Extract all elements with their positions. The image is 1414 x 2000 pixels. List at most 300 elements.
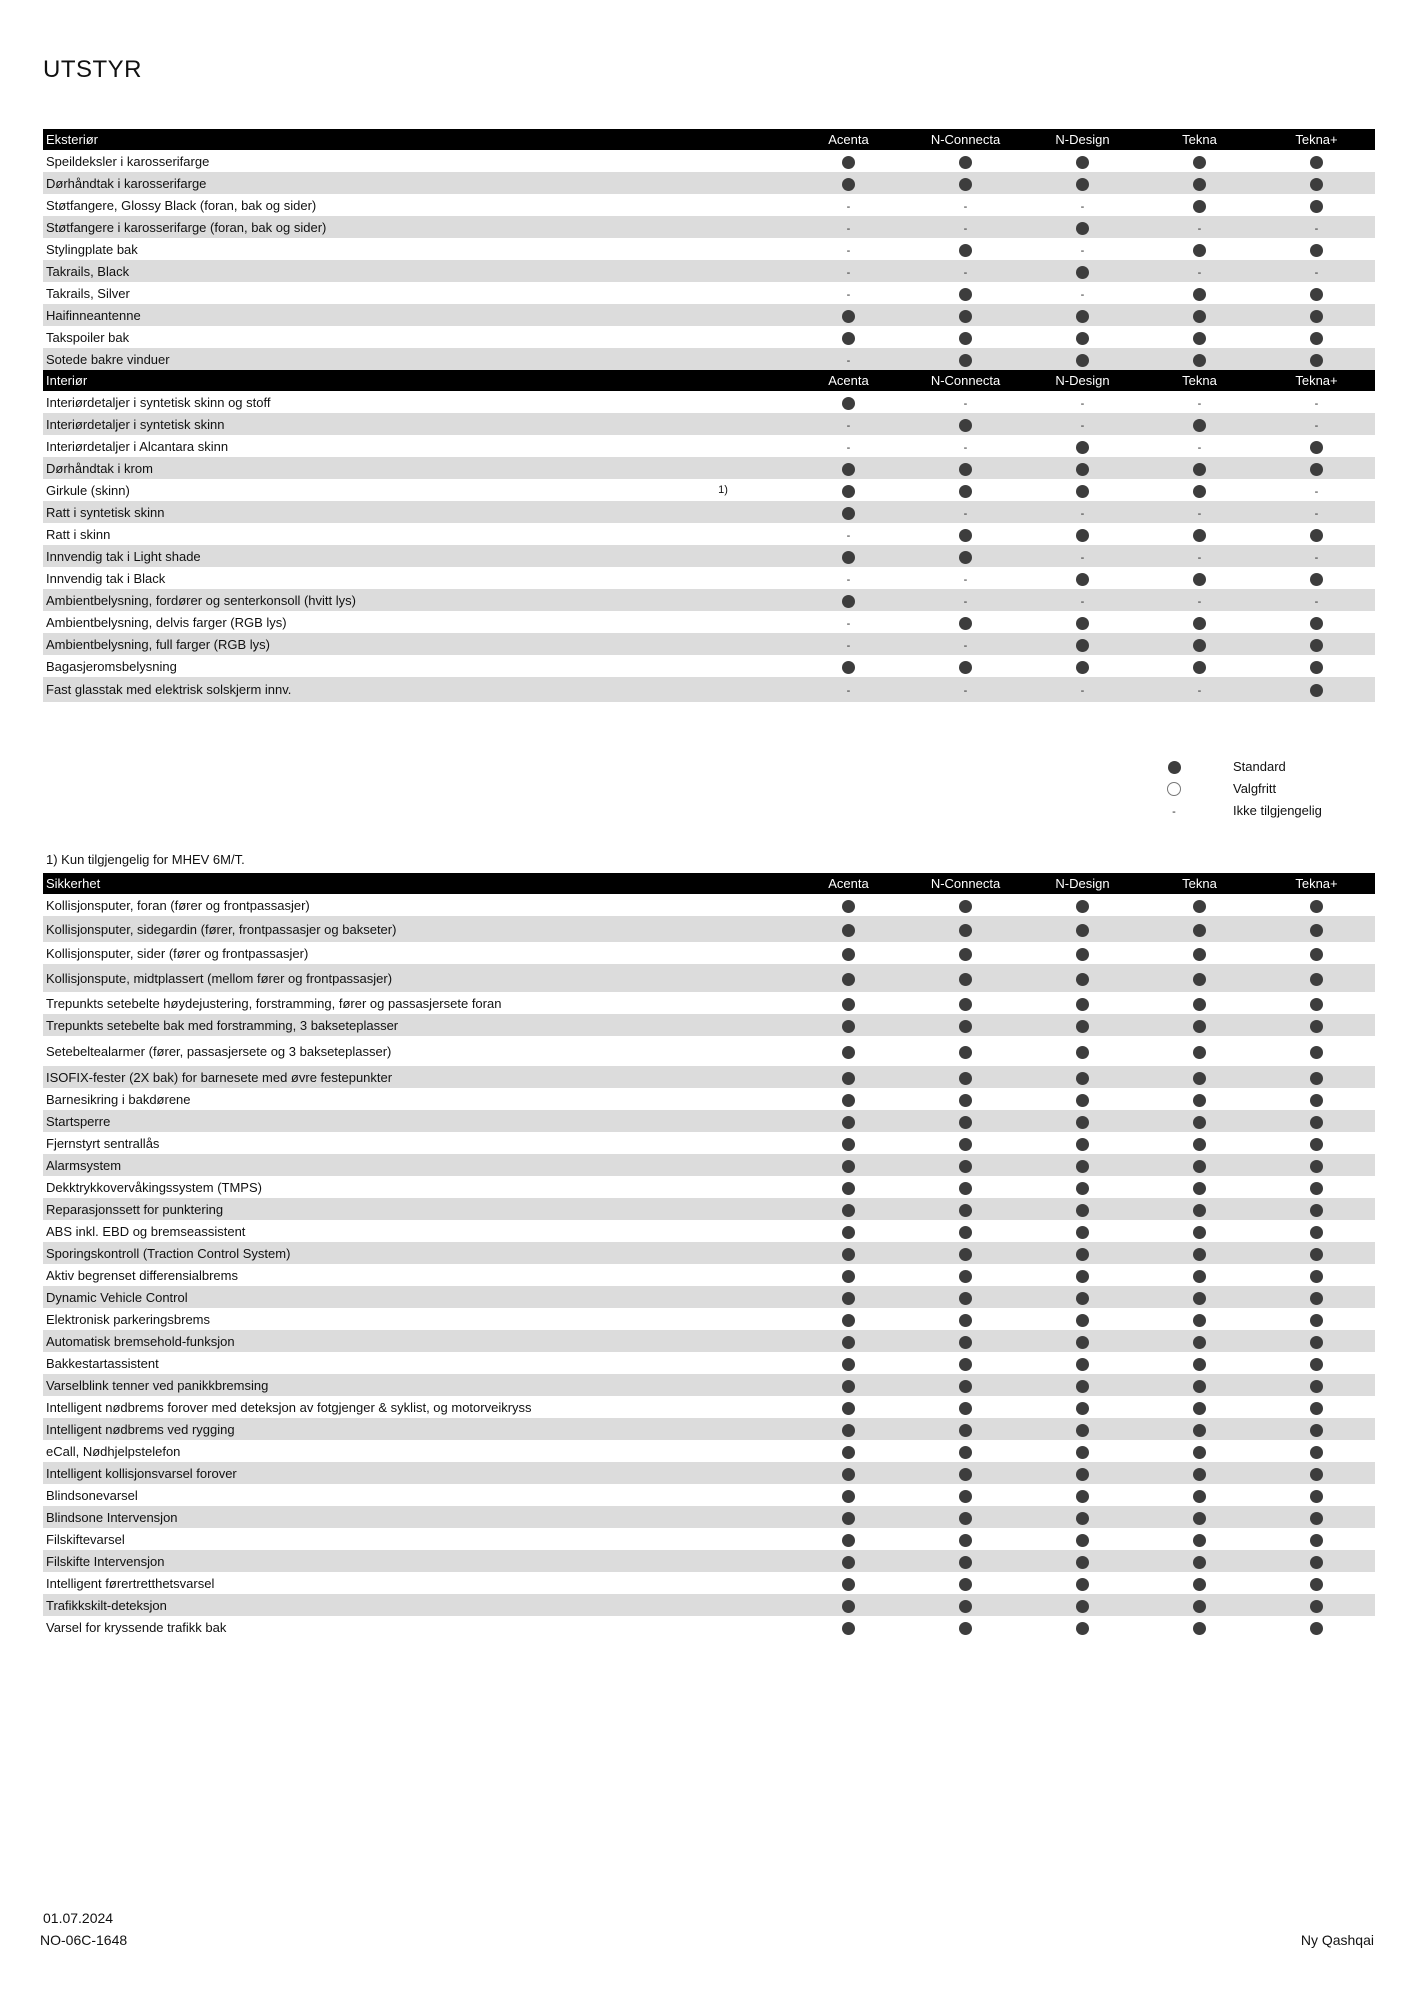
standard-dot-icon: [842, 1292, 855, 1305]
availability-cell: [1141, 589, 1258, 611]
availability-cell: [1258, 172, 1375, 194]
standard-dot-icon: [1076, 354, 1089, 367]
not-available-dash: -: [963, 507, 968, 520]
standard-dot-icon: [959, 1182, 972, 1195]
not-available-dash: -: [1080, 685, 1085, 697]
availability-cell: [907, 1330, 1024, 1352]
table-row: [43, 1036, 1375, 1066]
availability-cell: [1024, 1308, 1141, 1330]
standard-dot-icon: [1076, 1578, 1089, 1591]
table-row: [43, 1418, 1375, 1440]
not-available-dash: -: [846, 244, 851, 257]
feature-label: Dørhåndtak i krom: [43, 457, 656, 479]
availability-cell: [1258, 1066, 1375, 1088]
availability-cell: [1258, 1132, 1375, 1154]
optional-circle-icon: [1167, 782, 1181, 796]
table-row: [43, 567, 1375, 589]
standard-dot-icon: [959, 1138, 972, 1151]
standard-dot-icon: [1076, 1182, 1089, 1195]
availability-cell: [907, 1616, 1024, 1638]
standard-dot-icon: [1193, 1358, 1206, 1371]
availability-cell: [1141, 894, 1258, 916]
availability-cell: [790, 1528, 907, 1550]
standard-dot-icon: [842, 1160, 855, 1173]
feature-note: [656, 501, 790, 523]
standard-dot-icon: [1076, 1490, 1089, 1503]
availability-cell: [1024, 150, 1141, 172]
availability-cell: [790, 150, 907, 172]
note-column-header: [656, 370, 790, 391]
availability-cell: [790, 1308, 907, 1330]
section-heading: Eksteriør: [43, 129, 656, 150]
feature-note: [656, 1176, 790, 1198]
feature-label: Trepunkts setebelte høydejustering, forstramming, fører og passasjersete foran: [46, 995, 502, 1011]
feature-note: [656, 1154, 790, 1176]
availability-cell: [790, 916, 907, 942]
availability-cell: [1024, 1220, 1141, 1242]
availability-cell: [1258, 589, 1375, 611]
trim-column-header: Acenta: [790, 370, 907, 391]
standard-dot-icon: [959, 1020, 972, 1033]
standard-dot-icon: [1193, 178, 1206, 191]
standard-dot-icon: [842, 1556, 855, 1569]
availability-cell: [1258, 1264, 1375, 1286]
not-available-dash: -: [1080, 200, 1085, 213]
availability-cell: [1024, 1352, 1141, 1374]
standard-dot-icon: [959, 332, 972, 345]
availability-cell: [907, 1088, 1024, 1110]
availability-cell: [790, 1132, 907, 1154]
feature-label: Haifinneantenne: [43, 304, 656, 326]
not-available-dash: -: [1080, 288, 1085, 301]
availability-cell: [790, 567, 907, 589]
standard-dot-icon: [1076, 1556, 1089, 1569]
standard-dot-icon: [959, 1226, 972, 1239]
trim-column-header: Tekna+: [1258, 370, 1375, 391]
availability-cell: [1141, 1506, 1258, 1528]
standard-dot-icon: [1076, 1226, 1089, 1239]
table-row: [43, 633, 1375, 655]
availability-cell: [1141, 1484, 1258, 1506]
table-row: [43, 1506, 1375, 1528]
availability-cell: [1024, 655, 1141, 677]
standard-dot-icon: [1310, 1248, 1323, 1261]
feature-label: Barnesikring i bakdørene: [46, 1091, 191, 1107]
availability-cell: [790, 677, 907, 702]
standard-dot-icon: [1310, 1160, 1323, 1173]
availability-cell: [907, 523, 1024, 545]
availability-cell: [907, 1462, 1024, 1484]
standard-dot-icon: [842, 1336, 855, 1349]
availability-cell: [1258, 611, 1375, 633]
standard-dot-icon: [1076, 1020, 1089, 1033]
availability-cell: [1141, 1572, 1258, 1594]
availability-cell: [1141, 677, 1258, 702]
availability-cell: [1141, 391, 1258, 413]
availability-cell: [1258, 1572, 1375, 1594]
availability-cell: [790, 457, 907, 479]
standard-dot-icon: [1193, 948, 1206, 961]
standard-dot-icon: [1076, 156, 1089, 169]
standard-dot-icon: [842, 1402, 855, 1415]
feature-note: [656, 413, 790, 435]
feature-label: Takrails, Silver: [46, 285, 130, 301]
availability-cell: [790, 1462, 907, 1484]
feature-label: Fast glasstak med elektrisk solskjerm innv.: [43, 677, 656, 702]
availability-cell: [1258, 1418, 1375, 1440]
not-available-dash: -: [1314, 485, 1319, 498]
feature-label: Speildeksler i karosserifarge: [46, 153, 210, 169]
standard-dot-icon: [1310, 617, 1323, 630]
not-available-dash: -: [846, 573, 851, 586]
feature-note: [656, 545, 790, 567]
legend-item-optional: [1160, 777, 1380, 799]
standard-dot-icon: [1310, 332, 1323, 345]
not-available-dash: -: [1197, 397, 1202, 410]
table-row: [43, 1374, 1375, 1396]
availability-cell: [790, 655, 907, 677]
not-available-dash: -: [1197, 441, 1202, 454]
trim-column-header: N-Design: [1024, 873, 1141, 894]
availability-cell: [790, 523, 907, 545]
feature-label: Blindsonevarsel: [46, 1487, 138, 1503]
availability-cell: [1024, 894, 1141, 916]
standard-dot-icon: [842, 156, 855, 169]
standard-dot-icon: [1193, 998, 1206, 1011]
availability-cell: [907, 1066, 1024, 1088]
standard-dot-icon: [959, 310, 972, 323]
availability-cell: [1024, 479, 1141, 501]
feature-note: [656, 238, 790, 260]
availability-cell: [1141, 1066, 1258, 1088]
feature-note: [656, 942, 790, 964]
availability-cell: [1258, 677, 1375, 702]
availability-cell: [907, 942, 1024, 964]
availability-cell: [1258, 1110, 1375, 1132]
availability-cell: [1258, 1036, 1375, 1066]
availability-cell: [1141, 1286, 1258, 1308]
standard-dot-icon: [842, 1204, 855, 1217]
feature-note: [656, 391, 790, 413]
feature-note: [656, 194, 790, 216]
feature-note: [656, 1198, 790, 1220]
standard-dot-icon: [1193, 1600, 1206, 1613]
standard-dot-icon: [1193, 1336, 1206, 1349]
feature-label: Interiørdetaljer i syntetisk skinn og stoff: [46, 394, 271, 410]
legend-item-not-available: [1160, 799, 1380, 821]
availability-cell: [907, 1220, 1024, 1242]
standard-dot-icon: [1193, 1446, 1206, 1459]
feature-note: [656, 1572, 790, 1594]
not-available-dash: -: [1314, 507, 1319, 520]
feature-label: eCall, Nødhjelpstelefon: [46, 1443, 181, 1459]
feature-note: [656, 1308, 790, 1330]
availability-cell: [907, 1110, 1024, 1132]
availability-cell: [1258, 194, 1375, 216]
standard-dot-icon: [842, 310, 855, 323]
availability-cell: [1258, 942, 1375, 964]
table-row: [43, 260, 1375, 282]
standard-dot-icon: [1193, 1160, 1206, 1173]
feature-note: [656, 1374, 790, 1396]
availability-cell: [1024, 216, 1141, 238]
availability-cell: [790, 1198, 907, 1220]
availability-cell: [1024, 391, 1141, 413]
section-heading: Sikkerhet: [43, 873, 656, 894]
standard-dot-icon: [1310, 1380, 1323, 1393]
standard-dot-icon: [1076, 463, 1089, 476]
availability-cell: [1258, 964, 1375, 992]
standard-dot-icon: [1076, 1446, 1089, 1459]
availability-cell: [907, 1374, 1024, 1396]
availability-cell: [1141, 1594, 1258, 1616]
availability-cell: [790, 1088, 907, 1110]
standard-dot-icon: [1310, 573, 1323, 586]
table-row: [43, 894, 1375, 916]
feature-label: Blindsone Intervensjon: [43, 1506, 656, 1528]
standard-dot-icon: [959, 354, 972, 367]
feature-label: Bakkestartassistent: [46, 1355, 159, 1371]
availability-cell: [790, 1036, 907, 1066]
standard-dot-icon: [959, 948, 972, 961]
standard-dot-icon: [959, 485, 972, 498]
availability-cell: [1024, 1550, 1141, 1572]
feature-note: [656, 1440, 790, 1462]
standard-dot-icon: [842, 595, 855, 608]
standard-dot-icon: [842, 1512, 855, 1525]
standard-dot-icon: [1310, 1534, 1323, 1547]
standard-dot-icon: [1193, 244, 1206, 257]
feature-label: Filskifte Intervensjon: [43, 1550, 656, 1572]
standard-dot-icon: [1193, 354, 1206, 367]
feature-note: [656, 1594, 790, 1616]
not-available-dash: -: [846, 639, 851, 652]
standard-dot-icon: [1310, 1622, 1323, 1635]
feature-label: Støtfangere, Glossy Black (foran, bak og sider): [46, 197, 317, 213]
footer-date: 01.07.2024: [43, 1910, 114, 1926]
feature-note: [656, 1330, 790, 1352]
feature-label: Støtfangere i karosserifarge (foran, bak og sider): [43, 216, 656, 238]
standard-dot-icon: [1310, 1336, 1323, 1349]
standard-dot-icon: [1193, 1622, 1206, 1635]
standard-dot-icon: [1310, 1402, 1323, 1415]
feature-label: Intelligent kollisjonsvarsel forover: [43, 1462, 656, 1484]
feature-label: Kollisjonsputer, sider (fører og frontpassasjer): [46, 945, 309, 961]
table-row: [43, 435, 1375, 457]
standard-dot-icon: [1076, 661, 1089, 674]
not-available-dash: -: [846, 266, 851, 279]
trim-column-header: Tekna: [1141, 370, 1258, 391]
table-row: [43, 523, 1375, 545]
standard-dot-icon: [1193, 1138, 1206, 1151]
standard-dot-icon: [1193, 419, 1206, 432]
not-available-dash: -: [846, 419, 851, 432]
not-available-dash: -: [963, 685, 968, 697]
standard-dot-icon: [842, 1072, 855, 1085]
availability-cell: [790, 992, 907, 1014]
standard-dot-icon: [1193, 529, 1206, 542]
availability-cell: [1258, 545, 1375, 567]
standard-dot-icon: [1076, 639, 1089, 652]
feature-label: Bagasjeromsbelysning: [46, 658, 177, 674]
standard-dot-icon: [959, 1072, 972, 1085]
standard-dot-icon: [842, 1446, 855, 1459]
not-available-dash: -: [963, 266, 968, 279]
not-available-dash: -: [1314, 419, 1319, 432]
feature-label: Intelligent nødbrems forover med deteksjon av fotgjenger & syklist, og motorveikryss: [46, 1399, 532, 1415]
availability-cell: [907, 1352, 1024, 1374]
feature-note: [656, 1066, 790, 1088]
availability-cell: [1141, 1550, 1258, 1572]
availability-cell: [790, 260, 907, 282]
availability-cell: [1141, 1088, 1258, 1110]
standard-dot-icon: [1076, 1336, 1089, 1349]
standard-dot-icon: [959, 1600, 972, 1613]
table-row: [43, 1462, 1375, 1484]
availability-cell: [907, 282, 1024, 304]
standard-dot-icon: [1076, 1600, 1089, 1613]
availability-cell: [907, 1036, 1024, 1066]
availability-cell: [907, 479, 1024, 501]
standard-dot-icon: [1076, 1380, 1089, 1393]
standard-dot-icon: [1310, 661, 1323, 674]
feature-label: Innvendig tak i Light shade: [43, 545, 656, 567]
availability-cell: [1258, 326, 1375, 348]
availability-cell: [1024, 1154, 1141, 1176]
trim-column-header: Tekna: [1141, 129, 1258, 150]
availability-cell: [1024, 523, 1141, 545]
feature-note: [656, 1550, 790, 1572]
standard-dot-icon: [1310, 1600, 1323, 1613]
standard-dot-icon: [1310, 441, 1323, 454]
feature-note: 1): [718, 484, 728, 496]
feature-note: [656, 1484, 790, 1506]
not-available-dash: -: [1080, 507, 1085, 520]
availability-cell: [790, 413, 907, 435]
legend-label: Valgfritt: [1233, 780, 1277, 796]
table-row: [43, 942, 1375, 964]
feature-label: Kollisjonspute, midtplassert (mellom fører og frontpassasjer): [43, 964, 656, 992]
standard-dot-icon: [842, 178, 855, 191]
availability-cell: [1024, 1616, 1141, 1638]
standard-dot-icon: [1076, 973, 1089, 986]
availability-cell: [1141, 1264, 1258, 1286]
feature-note: [656, 1110, 790, 1132]
feature-label: Kollisjonsputer, foran (fører og frontpassasjer): [46, 897, 310, 913]
availability-cell: [907, 435, 1024, 457]
availability-cell: [907, 1264, 1024, 1286]
availability-cell: [907, 1506, 1024, 1528]
feature-note: [656, 1014, 790, 1036]
standard-dot-icon: [1076, 1072, 1089, 1085]
feature-label: ISOFIX-fester (2X bak) for barnesete med øvre festepunkter: [43, 1066, 656, 1088]
availability-cell: [1141, 260, 1258, 282]
availability-cell: [1141, 1014, 1258, 1036]
not-available-dash: -: [1314, 595, 1319, 608]
availability-cell: [907, 172, 1024, 194]
availability-cell: [907, 567, 1024, 589]
availability-cell: [1141, 1110, 1258, 1132]
standard-dot-icon: [842, 1182, 855, 1195]
standard-dot-icon: [1193, 617, 1206, 630]
feature-label: Reparasjonssett for punktering: [43, 1198, 656, 1220]
availability-cell: [1024, 1506, 1141, 1528]
standard-dot-icon: [1076, 924, 1089, 937]
availability-cell: [790, 589, 907, 611]
availability-cell: [1258, 391, 1375, 413]
feature-label: Setebeltealarmer (fører, passasjersete og 3 bakseteplasser): [46, 1043, 392, 1059]
availability-cell: [1141, 348, 1258, 370]
availability-cell: [1141, 1308, 1258, 1330]
feature-label: Intelligent førertretthetsvarsel: [46, 1575, 215, 1591]
footnote: 1) Kun tilgjengelig for MHEV 6M/T.: [46, 852, 245, 867]
availability-cell: [1258, 1506, 1375, 1528]
section-header-row: [43, 370, 1375, 391]
feature-label: Alarmsystem: [43, 1154, 656, 1176]
feature-label: Varsel for kryssende trafikk bak: [46, 1619, 227, 1635]
availability-cell: [907, 1594, 1024, 1616]
equipment-table-exterior-interior: [43, 129, 1375, 702]
availability-cell: [907, 894, 1024, 916]
standard-dot-icon: [959, 1358, 972, 1371]
standard-dot-icon: [1193, 1182, 1206, 1195]
standard-dot-icon: [1310, 684, 1323, 697]
availability-cell: [1141, 326, 1258, 348]
availability-cell: [1024, 326, 1141, 348]
availability-cell: [907, 238, 1024, 260]
availability-cell: [1024, 992, 1141, 1014]
availability-cell: [1024, 501, 1141, 523]
trim-column-header: Tekna+: [1258, 873, 1375, 894]
not-available-dash: -: [846, 685, 851, 697]
availability-cell: [907, 1528, 1024, 1550]
standard-dot-icon: [1193, 288, 1206, 301]
feature-note: [656, 1528, 790, 1550]
availability-cell: [1141, 1242, 1258, 1264]
feature-label: Dekktrykkovervåkingssystem (TMPS): [46, 1179, 262, 1195]
standard-dot-icon: [1076, 266, 1089, 279]
standard-dot-icon: [1193, 200, 1206, 213]
table-row: [43, 677, 1375, 702]
table-row: [43, 1616, 1375, 1638]
feature-note: [656, 457, 790, 479]
standard-dot-icon: [1310, 1138, 1323, 1151]
standard-dot-icon: [1076, 1094, 1089, 1107]
availability-cell: [907, 545, 1024, 567]
availability-cell: [1141, 1418, 1258, 1440]
feature-note: [656, 435, 790, 457]
standard-dot-icon: [1310, 1204, 1323, 1217]
feature-label: Ambientbelysning, fordører og senterkonsoll (hvitt lys): [43, 589, 656, 611]
standard-dot-icon: [1193, 1204, 1206, 1217]
standard-dot-icon: [1193, 661, 1206, 674]
availability-cell: [907, 589, 1024, 611]
availability-cell: [790, 1616, 907, 1638]
standard-dot-icon: [959, 1578, 972, 1591]
availability-cell: [790, 216, 907, 238]
footer-model-name: Ny Qashqai: [1300, 1932, 1374, 1948]
availability-cell: [1258, 348, 1375, 370]
availability-cell: [1141, 435, 1258, 457]
table-row: [43, 282, 1375, 304]
table-row: [43, 1572, 1375, 1594]
availability-cell: [1258, 150, 1375, 172]
table-row: [43, 992, 1375, 1014]
availability-cell: [1258, 216, 1375, 238]
availability-cell: [907, 1286, 1024, 1308]
availability-cell: [790, 391, 907, 413]
availability-cell: [907, 1396, 1024, 1418]
